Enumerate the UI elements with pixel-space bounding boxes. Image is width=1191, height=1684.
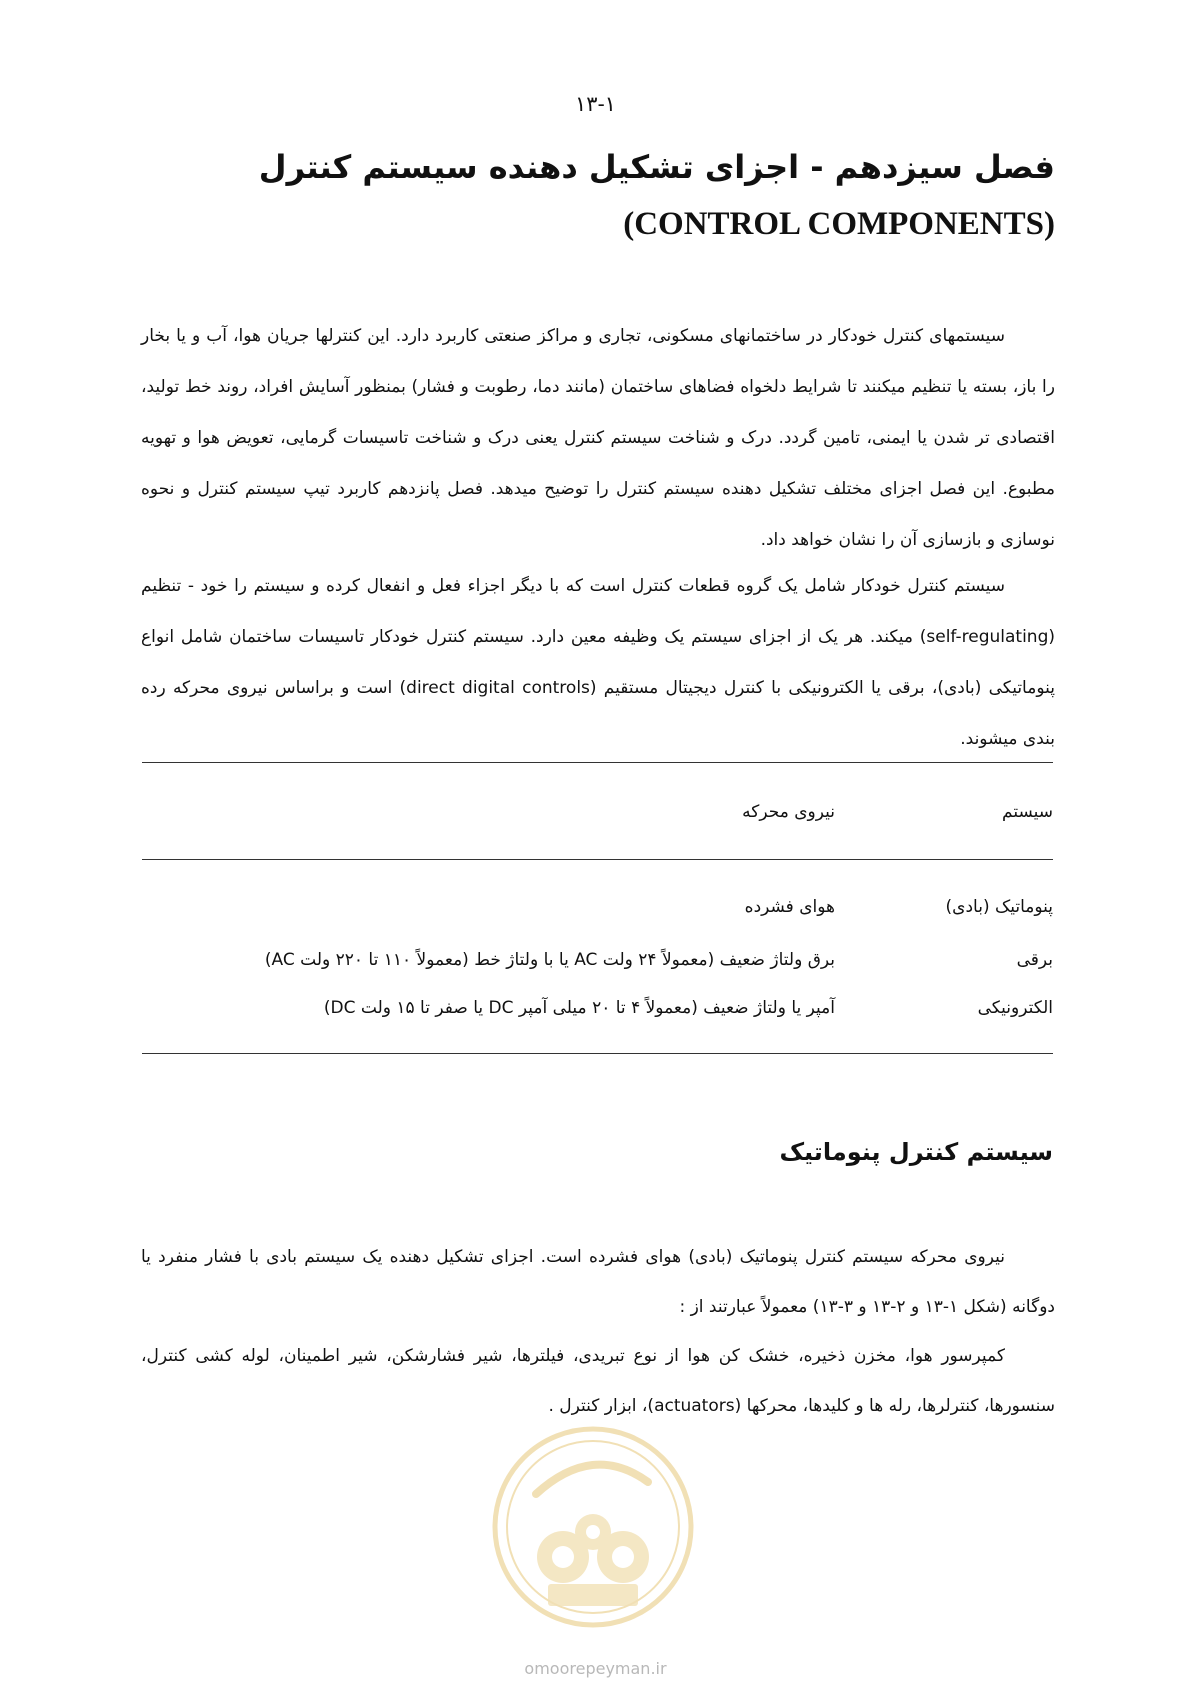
pneumatic-paragraph: نیروی محرکه سیستم کنترل پنوماتیک (بادی) هوای فشرده است. اجزای تشکیل دهنده یک سیستم بادی با فشار منفرد یا دوگانه (شکل ۱-۱۳ و ۲-۱۳ و ۳-۱۳) معمولاً عبارتند از : (141, 1247, 1055, 1317)
watermark-url: omoorepeyman.ir (524, 1659, 667, 1678)
intro-paragraph: سیستمهای کنترل خودکار در ساختمانهای مسکونی، تجاری و مراکز صنعتی کاربرد دارد. این کنترلها جریان هوا، آب و یا بخار را باز، بسته یا تنظیم میکنند تا شرایط دلخواه فضاهای ساختمان (مانند دما، رطوبت و فشار) بمنظور آسایش افراد، روند خط تولید، اقتصادی تر شدن یا ایمنی، تامین گردد. درک و شناخت سیستم کنترل یعنی درک و شناخت تاسیسات گرمایی، تعویض هوا و تهویه مطبوع. این فصل اجزای مختلف تشکیل دهنده سیستم کنترل را توضیح میدهد. فصل پانزدهم کاربرد تیپ سیستم کنترل و نحوه نوسازی و بازسازی آن را نشان خواهد داد. (141, 326, 1055, 550)
pneumatic-components-paragraph: کمپرسور هوا، مخزن ذخیره، خشک کن هوا از نوع تبریدی، فیلترها، شیر فشارشکن، شیر اطمینان، لوله کشی کنترل، سنسورها، کنترلرها، رله ها و کلیدها، محرکها (actuators)، ابزار کنترل . (141, 1346, 1055, 1416)
table-row-driving-force: آمپر یا ولتاژ ضعیف (معمولاً ۴ تا ۲۰ میلی آمپر DC یا صفر تا ۱۵ ولت DC) (323, 998, 835, 1018)
automatic-control-paragraph: سیستم کنترل خودکار شامل یک گروه قطعات کنترل است که با دیگر اجزاء فعل و انفعال کرده و سیستم را خود - تنظیم (self-regulating) میکند. هر یک از اجزای سیستم یک وظیفه معین دارد. سیستم کنترل خودکار تاسیسات ساختمان شامل انواع پنوماتیکی (بادی)، برقی یا الکترونیکی با کنترل دیجیتال مستقیم (direct digital controls) است و براساس نیروی محرکه رده بندی میشوند. (141, 576, 1055, 749)
table-row-system: پنوماتیک (بادی) (945, 897, 1053, 917)
table-bottom-rule (142, 1053, 1053, 1054)
table-row-driving-force: هوای فشرده (744, 897, 835, 917)
table-row-system: برقی (1016, 950, 1053, 970)
section-heading: سیستم کنترل پنوماتیک (779, 1138, 1053, 1166)
watermark-logo-icon (488, 1422, 698, 1632)
chapter-title-english: (CONTROL COMPONENTS) (623, 206, 1055, 242)
chapter-title: فصل سیزدهم - اجزای تشکیل دهنده سیستم کنترل (258, 148, 1055, 186)
table-top-rule (142, 762, 1053, 763)
table-row-driving-force: برق ولتاژ ضعیف (معمولاً ۲۴ ولت AC یا با ولتاژ خط (معمولاً ۱۱۰ تا ۲۲۰ ولت AC) (264, 950, 835, 970)
table-header-system: سیستم (1002, 802, 1053, 822)
table-header-rule (142, 859, 1053, 860)
table-row-system: الکترونیکی (977, 998, 1053, 1018)
table-header-driving-force: نیروی محرکه (742, 802, 835, 822)
page-number: ۱۳-۱ (575, 92, 616, 116)
